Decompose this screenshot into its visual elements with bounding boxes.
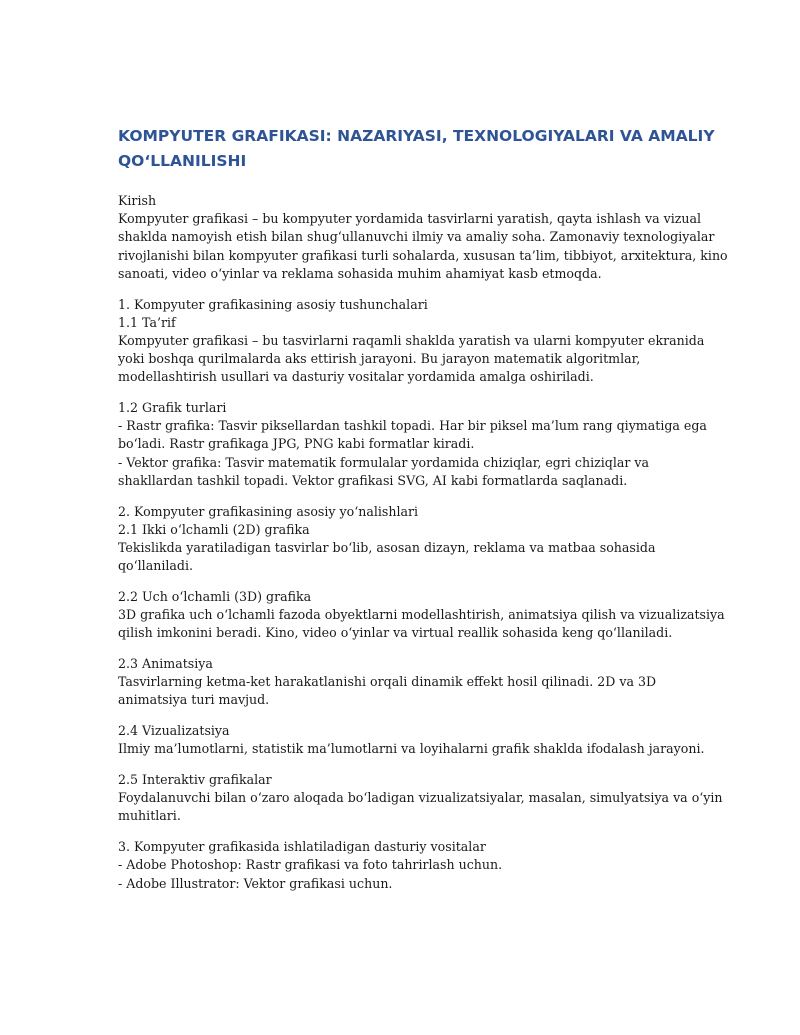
section-2-2-3d-graphics: [118, 588, 725, 643]
paragraph-line: muhitlari.: [118, 808, 181, 824]
paragraph-line: Tasvirlarning ketma-ket harakatlanishi orqali dinamik effekt hosil qilinadi. 2D va 3D: [118, 674, 657, 690]
list-item-line: bo‘ladi. Rastr grafikaga JPG, PNG kabi formatlar kiradi.: [118, 436, 475, 452]
subsection-heading: 2.2 Uch o‘lchamli (3D) grafika: [118, 588, 312, 604]
title-line: QO‘LLANILISHI: [118, 152, 247, 170]
subsection-heading: 1.2 Grafik turlari: [118, 400, 227, 416]
subsection-heading: 2.3 Animatsiya: [118, 655, 213, 671]
section-heading: 1. Kompyuter grafikasining asosiy tushunchalari: [118, 296, 428, 312]
document-title: [118, 124, 718, 174]
paragraph-line: Tekislikda yaratiladigan tasvirlar bo‘lib, asosan dizayn, reklama va matbaa sohasida: [118, 539, 656, 555]
section-heading: 3. Kompyuter grafikasida ishlatiladigan dasturiy vositalar: [118, 839, 486, 855]
paragraph-line: Kompyuter grafikasi – bu tasvirlarni raqamli shaklda yaratish va ularni kompyuter ekranida: [118, 332, 705, 348]
paragraph-line: 3D grafika uch o‘lchamli fazoda obyektlarni modellashtirish, animatsiya qilish va vizualizatsiya: [118, 607, 725, 623]
paragraph-line: sanoati, video o‘yinlar va reklama sohasida muhim ahamiyat kasb etmoqda.: [118, 265, 602, 281]
paragraph-line: shaklda namoyish etish bilan shug‘ullanuvchi ilmiy va amaliy soha. Zamonaviy texnologiyalar: [118, 229, 715, 245]
paragraph-line: yoki boshqa qurilmalarda aks ettirish jarayoni. Bu jarayon matematik algoritmlar,: [118, 351, 641, 367]
paragraph-line: rivojlanishi bilan kompyuter grafikasi turli sohalarda, xususan ta’lim, tibbiyot, arxitektura, kino: [118, 247, 728, 263]
list-item-line: - Adobe Illustrator: Vektor grafikasi uchun.: [118, 875, 393, 891]
section-2-4-visualization: [118, 722, 705, 758]
section-3-software-tools: [118, 838, 698, 893]
section-1-2-graphic-types: [118, 399, 707, 490]
section-2-3-animation: [118, 655, 698, 710]
paragraph-line: qo‘llaniladi.: [118, 558, 193, 574]
paragraph-line: Foydalanuvchi bilan o‘zaro aloqada bo‘ladigan vizualizatsiyalar, masalan, simulyatsiya va o‘yin: [118, 790, 723, 806]
section-1-basic-concepts: [118, 296, 705, 387]
section-2-main-directions: [118, 503, 698, 576]
paragraph-line: modellashtirish usullari va dasturiy vositalar yordamida amalga oshiriladi.: [118, 369, 594, 385]
paragraph-line: animatsiya turi mavjud.: [118, 692, 270, 708]
paragraph-line: Ilmiy ma’lumotlarni, statistik ma’lumotlarni va loyihalarni grafik shaklda ifodalash jarayoni.: [118, 741, 705, 757]
section-2-5-interactive-graphics: [118, 771, 723, 826]
subsection-heading: 2.5 Interaktiv grafikalar: [118, 771, 272, 787]
subsection-heading: 1.1 Ta’rif: [118, 314, 176, 330]
list-item-line: shakllardan tashkil topadi. Vektor grafikasi SVG, AI kabi formatlarda saqlanadi.: [118, 472, 628, 488]
paragraph-line: Kompyuter grafikasi – bu kompyuter yordamida tasvirlarni yaratish, qayta ishlash va vizual: [118, 211, 702, 227]
section-heading: Kirish: [118, 193, 157, 208]
list-item-line: - Rastr grafika: Tasvir piksellardan tashkil topadi. Har bir piksel ma’lum rang qiymatiga ega: [118, 418, 707, 434]
document-body: [118, 192, 728, 905]
title-line: KOMPYUTER GRAFIKASI: NAZARIYASI, TEXNOLOGIYALARI VA AMALIY: [118, 127, 715, 145]
list-item-line: - Vektor grafika: Tasvir matematik formulalar yordamida chiziqlar, egri chiziqlar va: [118, 454, 650, 470]
paragraph-line: qilish imkonini beradi. Kino, video o‘yinlar va virtual reallik sohasida keng qo‘llaniladi.: [118, 625, 673, 641]
subsection-heading: 2.1 Ikki o‘lchamli (2D) grafika: [118, 521, 310, 537]
section-introduction: [118, 192, 728, 283]
list-item-line: - Adobe Photoshop: Rastr grafikasi va foto tahrirlash uchun.: [118, 857, 503, 873]
section-heading: 2. Kompyuter grafikasining asosiy yo‘nalishlari: [118, 503, 419, 519]
subsection-heading: 2.4 Vizualizatsiya: [118, 723, 230, 739]
